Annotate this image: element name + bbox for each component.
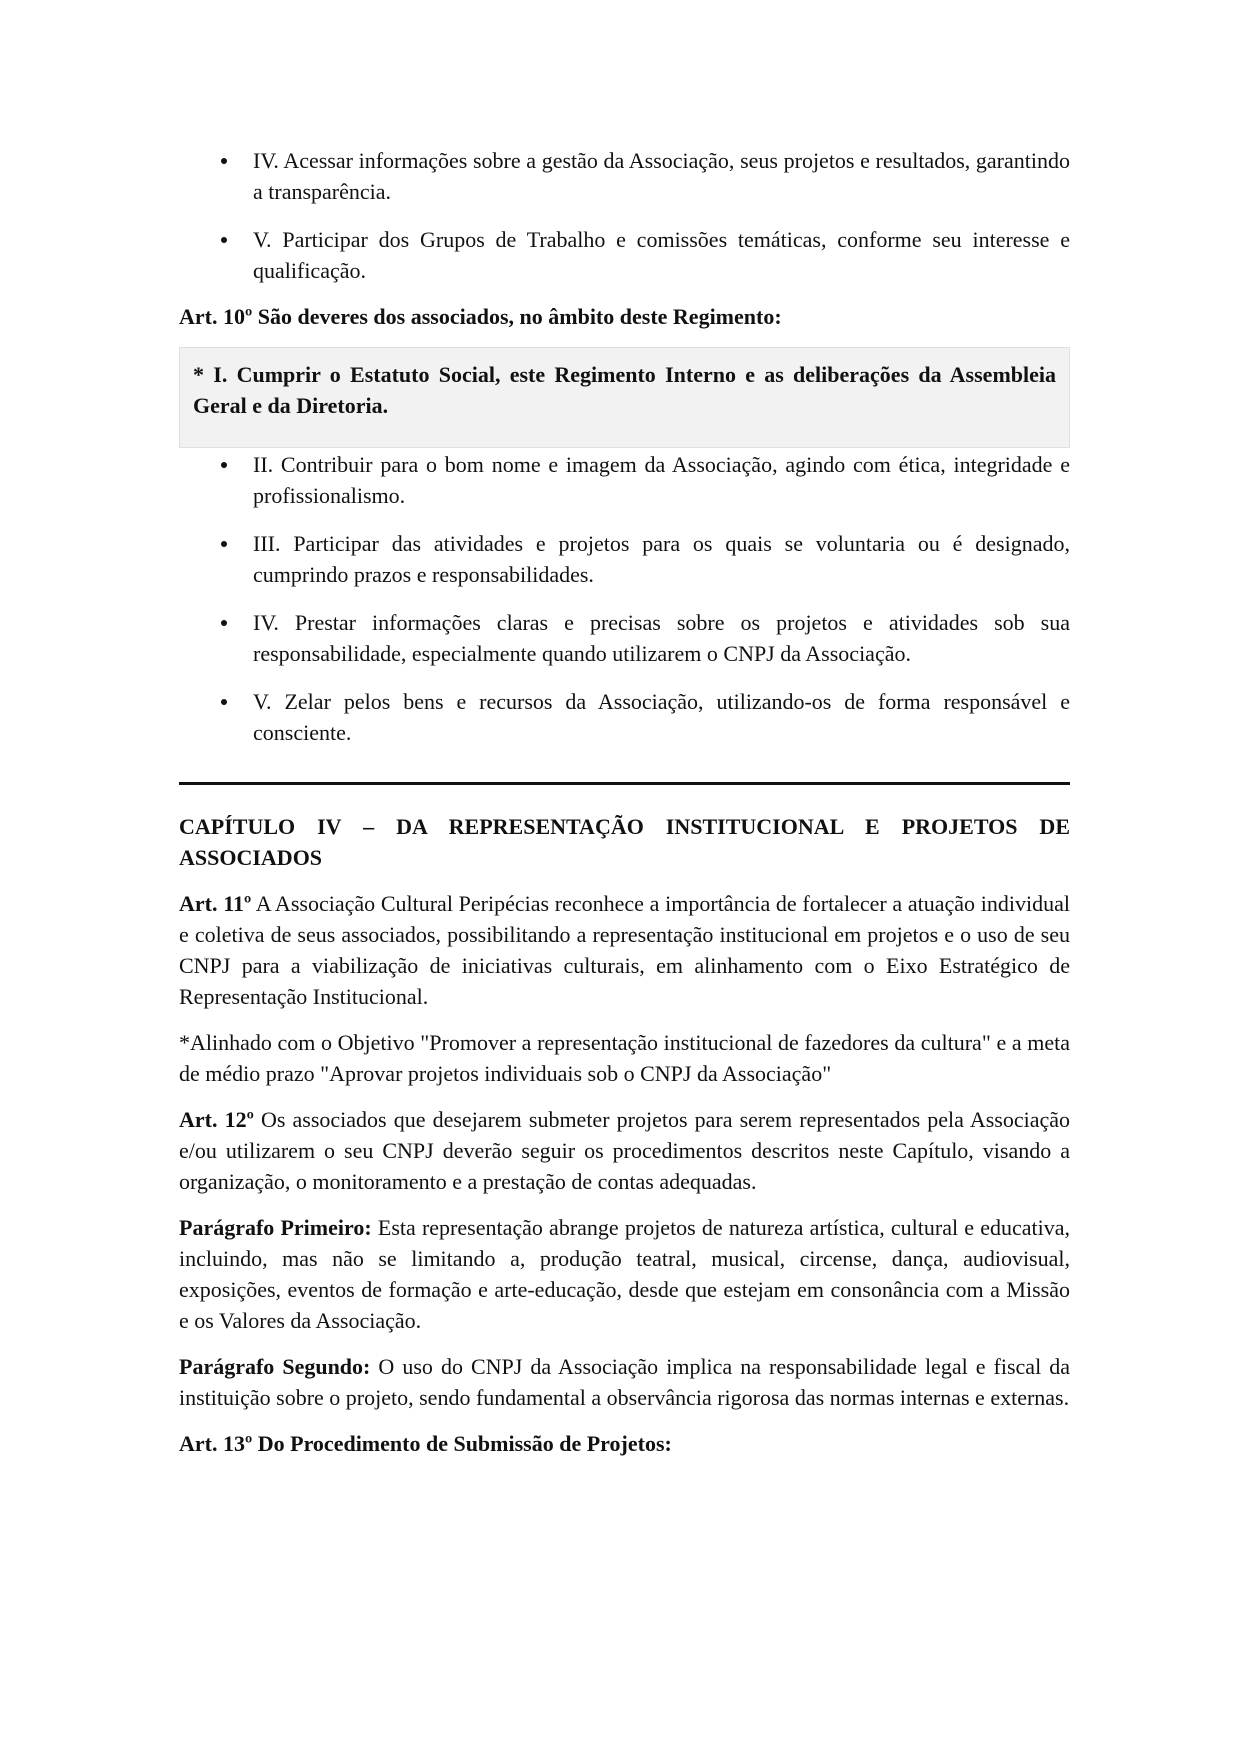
- section-divider: [179, 782, 1070, 785]
- paragraph-first-text: Esta representação abrange projetos de natureza artística, cultural e educativa, incluindo, mas não se limitando a, produção teatral, musical, circense, dança, audiovisual, exposições, eventos de formação e arte-educação, desde que estejam em consonância com a Missão e os Valores da Associação.: [179, 1215, 1070, 1333]
- paragraph-second-label: Parágrafo Segundo:: [179, 1354, 371, 1379]
- paragraph-first: [179, 1212, 1070, 1336]
- article-11-text: A Associação Cultural Peripécias reconhece a importância de fortalecer a atuação individual e coletiva de seus associados, possibilitando a representação institucional em projetos e o uso de seu CNPJ para a viabilização de iniciativas culturais, em alinhamento com o Eixo Estratégico de Representação Institucional.: [179, 891, 1070, 1009]
- article-12: [179, 1104, 1070, 1197]
- highlighted-duty: * I. Cumprir o Estatuto Social, este Regimento Interno e as deliberações da Assembleia Geral e da Diretoria.: [179, 347, 1070, 448]
- document-page: [179, 145, 1070, 1459]
- list-item: IV. Prestar informações claras e precisas sobre os projetos e atividades sob sua responsabilidade, especialmente quando utilizarem o CNPJ da Associação.: [179, 607, 1070, 669]
- chapter-title: CAPÍTULO IV – DA REPRESENTAÇÃO INSTITUCIONAL E PROJETOS DE ASSOCIADOS: [179, 814, 1070, 870]
- paragraph-second: [179, 1351, 1070, 1413]
- article-11: [179, 888, 1070, 1012]
- article-11-label: Art. 11º: [179, 891, 252, 916]
- alignment-note: *Alinhado com o Objetivo "Promover a representação institucional de fazedores da cultura" e a meta de médio prazo "Aprovar projetos individuais sob o CNPJ da Associação": [179, 1030, 1070, 1086]
- paragraph-second-text: O uso do CNPJ da Associação implica na responsabilidade legal e fiscal da instituição sobre o projeto, sendo fundamental a observância rigorosa das normas internas e externas.: [179, 1354, 1070, 1410]
- list-item: IV. Acessar informações sobre a gestão da Associação, seus projetos e resultados, garantindo a transparência.: [179, 145, 1070, 207]
- rights-list: [179, 145, 1070, 286]
- paragraph-first-label: Parágrafo Primeiro:: [179, 1215, 372, 1240]
- list-item: V. Participar dos Grupos de Trabalho e comissões temáticas, conforme seu interesse e qualificação.: [179, 224, 1070, 286]
- list-item: V. Zelar pelos bens e recursos da Associação, utilizando-os de forma responsável e consciente.: [179, 686, 1070, 748]
- list-item: II. Contribuir para o bom nome e imagem da Associação, agindo com ética, integridade e profissionalismo.: [179, 449, 1070, 511]
- article-12-label: Art. 12º: [179, 1107, 254, 1132]
- article-12-text: Os associados que desejarem submeter projetos para serem representados pela Associação e/ou utilizarem o seu CNPJ deverão seguir os procedimentos descritos neste Capítulo, visando a organização, o monitoramento e a prestação de contas adequadas.: [179, 1107, 1070, 1194]
- article-10-heading: Art. 10º São deveres dos associados, no âmbito deste Regimento:: [179, 304, 782, 329]
- list-item: III. Participar das atividades e projetos para os quais se voluntaria ou é designado, cumprindo prazos e responsabilidades.: [179, 528, 1070, 590]
- duties-list: [179, 449, 1070, 748]
- article-13-heading: Art. 13º Do Procedimento de Submissão de Projetos:: [179, 1431, 672, 1456]
